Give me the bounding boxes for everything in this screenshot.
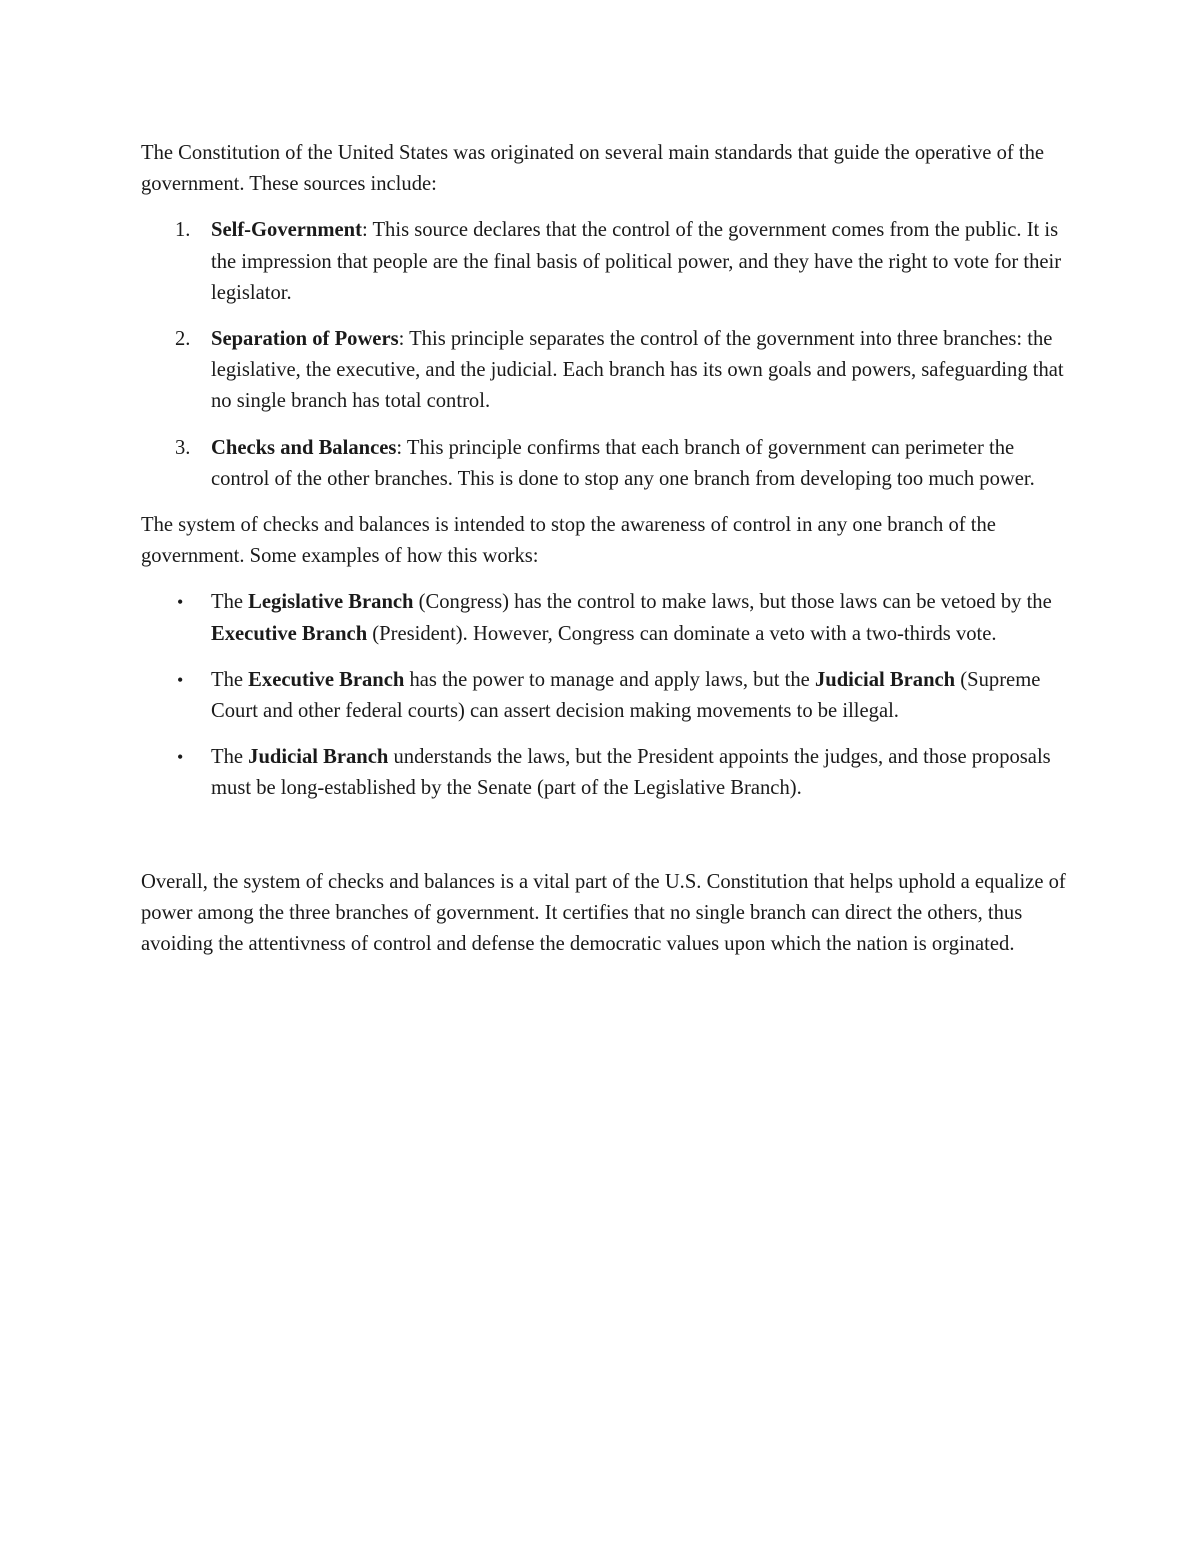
intro-paragraph: The Constitution of the United States was originated on several main standards that guide the operative of the government. These sources include: — [141, 142, 1045, 196]
example-text: (Congress) has the control to make laws, but those laws can be vetoed by the — [413, 591, 1052, 614]
example-text: The — [211, 591, 249, 614]
checks-intro-paragraph: The system of checks and balances is intended to stop the awareness of control in any one branch of the government. Some examples of how this works: — [141, 514, 996, 568]
principles-list — [141, 215, 1066, 495]
example-branch-term: Legislative Branch — [248, 591, 414, 614]
example-branch-term: Judicial Branch — [248, 746, 389, 769]
bullet-icon: • — [177, 669, 184, 690]
conclusion-paragraph: Overall, the system of checks and balances is a vital part of the U.S. Constitution that helps uphold a equalize of power among the three branches of government. It certifies that no single branch can direct the others, thus avoiding the attentivness of control and defense the democratic values upon which the nation is orginated. — [141, 870, 1066, 956]
list-number: 2. — [175, 328, 191, 351]
examples-list — [141, 587, 1066, 804]
example-item — [141, 665, 1066, 727]
document-page — [141, 138, 1066, 975]
example-item — [141, 742, 1066, 804]
example-text: The — [211, 668, 249, 691]
principle-text: : This principle separates the control of the government into three branches: the legislative, the executive, and the judicial. Each branch has its own goals and powers, safeguarding that no single branch has total control. — [211, 328, 1064, 413]
principle-term: Checks and Balances — [211, 436, 397, 459]
principle-item — [141, 433, 1066, 495]
principle-text: : This principle confirms that each branch of government can perimeter the control of the other branches. This is done to stop any one branch from developing too much power. — [211, 436, 1035, 490]
principle-term: Self-Government — [211, 219, 362, 242]
principle-item — [141, 324, 1066, 418]
bullet-icon: • — [177, 592, 184, 613]
bullet-icon: • — [177, 747, 184, 768]
list-number: 3. — [175, 436, 191, 459]
principle-term: Separation of Powers — [211, 328, 399, 351]
example-text: (Supreme Court and other federal courts) can assert decision making movements to be illegal. — [211, 668, 1041, 723]
principle-item — [141, 215, 1066, 309]
list-number: 1. — [175, 219, 191, 242]
example-text: The — [211, 746, 249, 769]
example-text: (President). However, Congress can dominate a veto with a two-thirds vote. — [367, 622, 997, 645]
example-item — [141, 587, 1066, 649]
example-text: has the power to manage and apply laws, but the — [404, 668, 815, 691]
example-branch-term: Executive Branch — [211, 622, 368, 645]
example-branch-term: Executive Branch — [248, 668, 405, 691]
paragraph-spacer — [141, 820, 1066, 867]
example-branch-term: Judicial Branch — [814, 668, 956, 691]
principle-text: : This source declares that the control of the government comes from the public. It is the impression that people are the final basis of political power, and they have the right to vote for their legislator. — [211, 219, 1062, 304]
example-text: understands the laws, but the President appoints the judges, and those proposals must be long-established by the Senate (part of the Legislative Branch). — [211, 746, 1051, 800]
